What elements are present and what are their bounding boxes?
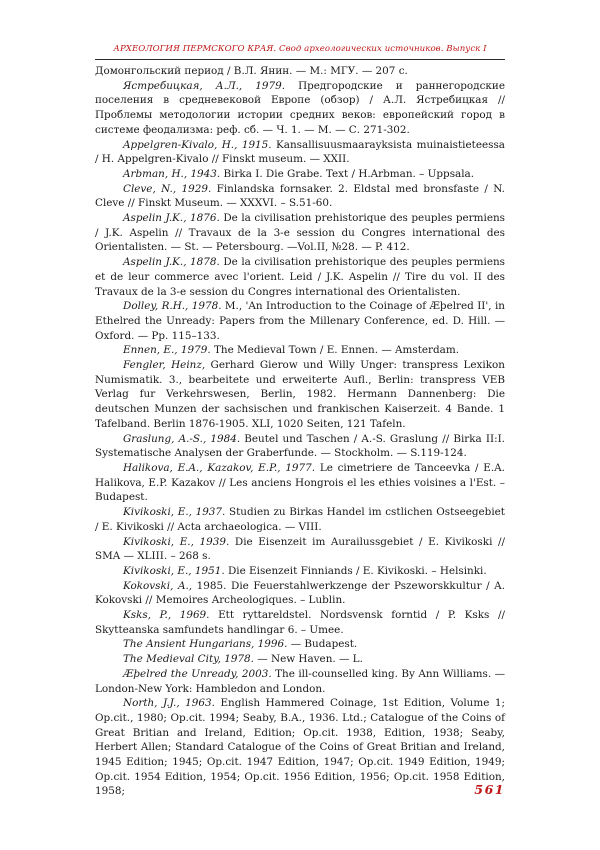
bibliography-entry: Kivikoski, E., 1951. Die Eisenzeit Finniands / E. Kivikoski. – Helsinki.: [123, 564, 487, 577]
running-head: АРХЕОЛОГИЯ ПЕРМСКОГО КРАЯ. Свод археологических источников. Выпуск I: [113, 44, 487, 54]
bibliography-entry: Aspelin J.K., 1878. De la civilisation prehistorique des peuples permiens et de leur commerce avec l'orient. Leid / J.K. Aspelin // Tire du vol. II des Travaux de la 3-e session du Congres international des Orientalisten.: [95, 256, 505, 298]
bibliography-entry: Graslung, A.-S., 1984. Beutel und Taschen / A.-S. Graslung // Birka II:I. Systematische Analysen der Graberfunde. — Stockholm. — S.119-124.: [95, 432, 505, 460]
bibliography-entry: Arbman, H., 1943. Birka I. Die Grabe. Text / H.Arbman. – Uppsala.: [123, 167, 475, 180]
bibliography-entry: The Medieval City, 1978. — New Haven. — L.: [123, 653, 363, 666]
bibliography-entry: Kokovski, A., 1985. Die Feuerstahlwerkzenge der Pszeworskkultur / A. Kokovski // Memoires Archeologiques. – Lublin.: [95, 579, 505, 607]
bibliography-entry: Halikova, E.A., Kazakov, E.P., 1977. Le cimetriere de Tanceevka / E.A. Halikova, E.P. Kazakov // Les anciens Hongrois el les ethies voisines a l'Est. – Budapest.: [95, 461, 505, 504]
bibliography-entry: Ястребицкая, А.Л., 1979. Предгородские и раннегородские поселения в средневековой Европе (обзор) / А.Л. Ястребицкая // Проблемы методологии истории средних веков: европейский город в системе феодализма: реф. сб. — Ч. 1. — М. — С. 271-302.: [95, 79, 505, 136]
bibliography-entry: Æþelred the Unready, 2003. The ill-counselled king. By Ann Williams. — London-New York: Hambledon and London.: [95, 667, 506, 695]
bibliography-entry: North, J.J., 1963. English Hammered Coinage, 1st Edition, Volume 1; Op.cit., 1980; Op.cit. 1994; Seaby, B.A., 1936. Ltd.; Catalogue of the Coins of Great Britian and Ireland, Edition; Op.cit. 1938, Edition, 1938; Seaby, Herbert Allen; Standard Catalogue of the Coins of Great Britian and Ireland, 1945 Edition; 1945; Op.cit. 1947 Edition, 1947; Op.cit. 1949 Edition, 1949; Op.cit. 1954 Edition, 1954; Op.cit. 1956 Edition, 1956; Op.cit. 1958 Edition, 1958;: [95, 697, 505, 798]
bibliography-entry: Ksks, P., 1969. Ett ryttareldstel. Nordsvensk forntid / P. Ksks // Skytteanska samfundets handlingar 6. – Umee.: [95, 609, 505, 636]
bibliography-entry: Kivikoski, E., 1937. Studien zu Birkas Handel im cstlichen Ostseegebiet / E. Kivikoski // Acta archaeologica. — VIII.: [95, 506, 505, 533]
bibliography-entry: Cleve, N., 1929. Finlandska fornsaker. 2. Eldstal med bronsfaste / N. Cleve // Finskt Museum. — XXXVI. – S.51-60.: [95, 182, 505, 210]
bibliography-entry: Appelgren-Kivalo, H., 1915. Kansallisuusmaarayksista muinaistieteessa / H. Appelgren-Kivalo // Finskt museum. — XXII.: [95, 138, 505, 166]
bibliography-entry: Домонгольский период / В.Л. Янин. — М.: МГУ. — 207 с.: [95, 65, 408, 77]
bibliography-entry: Aspelin J.K., 1876. De la civilisation prehistorique des peuples permiens / J.K. Aspelin // Travaux de la 3-e session du Congres international des Orientalisten. — St. — Petersbourg. —Vol.II, №28. — P. 412.: [95, 212, 505, 254]
bibliography-list: [95, 64, 505, 799]
bibliography-entry: Fengler, Heinz, Gerhard Gierow und Willy Unger: transpress Lexikon Numismatik. 3., bearbeitete und erweiterte Aufl., Berlin: transpress VEB Verlag fur Verkehrswesen, Berlin, 1982. Hermann Dannenberg: Die deutschen Munzen der sachsischen und frankischen Kaiserzeit. 4 Bande. 1 Tafelband. Berlin 1876-1905. XLI, 1020 Seiten, 121 Tafeln.: [95, 359, 505, 430]
header-rule: [95, 59, 505, 60]
bibliography-entry: The Ansient Hungarians, 1996. — Budapest.: [123, 638, 358, 651]
bibliography-entry: Kivikoski, E., 1939. Die Eisenzeit im Aurailussgebiet / E. Kivikoski // SMA — XLIII. – 268 s.: [95, 535, 506, 563]
bibliography-entry: Ennen, E., 1979. The Medieval Town / E. Ennen. — Amsterdam.: [123, 344, 460, 357]
page-number: 561: [474, 782, 505, 797]
bibliography-entry: Dolley, R.H., 1978. M., 'An Introduction to the Coinage of Æþelred II', in Ethelred the Unready: Papers from the Millenary Conference, ed. D. Hill. — Oxford. — Pp. 115–133.: [95, 300, 505, 342]
